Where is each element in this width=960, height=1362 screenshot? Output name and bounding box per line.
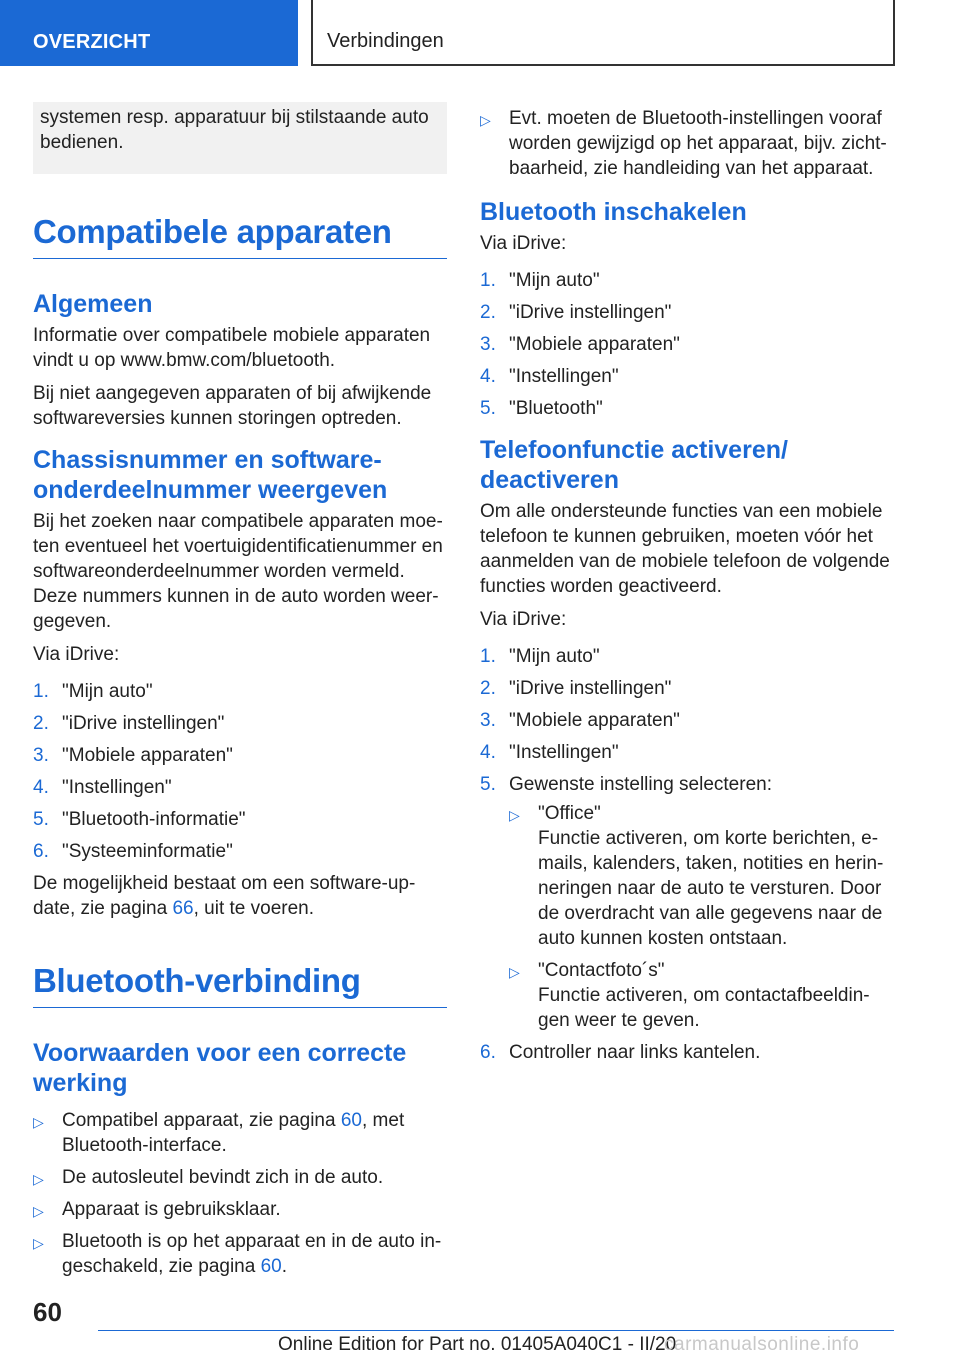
heading-telefoonfunctie: Telefoonfunctie activeren/ deactiveren <box>480 436 788 494</box>
right-column <box>480 102 894 1072</box>
list-item: ▷ "Office" Functie activeren, om korte berichten, e-mails, kalenders, taken, notities en herin-neringen naar de auto te versturen. Door de overdracht van alle gegevens naar de auto kunnen kosten ontstaan. <box>509 803 884 949</box>
list-item: ▷ "Contactfoto´s" Functie activeren, om contactafbeeldin-gen weer te geven. <box>509 960 870 1031</box>
page-link-60[interactable]: 60 <box>340 1110 362 1131</box>
list-item: 4. "Instellingen" <box>33 777 172 798</box>
via-idrive-label: Via iDrive: <box>480 233 567 254</box>
list-item: 3. "Mobiele apparaten" <box>480 334 680 355</box>
list-item: ▷ Bluetooth is op het apparaat en in de auto in-geschakeld, zie pagina 60. <box>33 1231 442 1277</box>
paragraph-telefoonfunctie: Om alle ondersteunde functies van een mobiele telefoon te kunnen gebruiken, moeten vóór het aanmelden van de mobiele telefoon de volgende functies worden geactiveerd. <box>480 501 890 597</box>
footer-edition: Online Edition for Part no. 01405A040C1 - II/20 <box>278 1334 677 1355</box>
heading-bluetooth-inschakelen: Bluetooth inschakelen <box>480 198 747 226</box>
section-title: Verbindingen <box>311 0 895 66</box>
bluetooth-settings-note <box>480 106 894 181</box>
heading-bluetooth-verbinding: Bluetooth-verbinding <box>33 961 447 1008</box>
heading-algemeen: Algemeen <box>33 290 153 318</box>
heading-voorwaarden: Voorwaarden voor een correcte werking <box>33 1039 407 1097</box>
triangle-right-icon: ▷ <box>33 1114 44 1130</box>
note-box <box>33 102 447 174</box>
note-text: systemen resp. apparatuur bij stilstaande auto bedienen. <box>40 107 429 153</box>
list-item: 5. "Bluetooth-informatie" <box>33 809 246 830</box>
list-item: 1. "Mijn auto" <box>33 681 153 702</box>
list-item: 5. "Bluetooth" <box>480 398 603 419</box>
list-item: ▷ Apparaat is gebruiksklaar. <box>33 1197 447 1222</box>
list-item: 1. "Mijn auto" <box>480 270 600 291</box>
heading-compatibele-apparaten: Compatibele apparaten <box>33 212 447 259</box>
steps-list-chassis <box>33 679 447 864</box>
list-item: 2. "iDrive instellingen" <box>480 678 672 699</box>
tab-overzicht[interactable]: OVERZICHT <box>0 0 298 66</box>
steps-list-bluetooth <box>480 268 894 421</box>
triangle-right-icon: ▷ <box>509 964 520 980</box>
list-item: 6. "Systeeminformatie" <box>33 841 233 862</box>
paragraph-algemeen-1: Informatie over compatibele mobiele apparaten vindt u op www.bmw.com/bluetooth. <box>33 325 431 371</box>
list-item: 4. "Instellingen" <box>480 742 619 763</box>
via-idrive-label: Via iDrive: <box>480 609 567 630</box>
list-item: 3. "Mobiele apparaten" <box>480 710 680 731</box>
page-header <box>0 0 960 66</box>
list-item: ▷ De autosleutel bevindt zich in de auto. <box>33 1165 447 1190</box>
settings-sublist <box>509 801 894 1033</box>
list-item: 2. "iDrive instellingen" <box>480 302 672 323</box>
triangle-right-icon: ▷ <box>33 1235 44 1251</box>
requirements-list <box>33 1108 447 1279</box>
page-number: 60 <box>33 1297 62 1327</box>
list-item: 1. "Mijn auto" <box>480 646 600 667</box>
paragraph-algemeen-2: Bij niet aangegeven apparaten of bij afwijkende softwareversies kunnen storingen optreden. <box>33 383 432 429</box>
page-link-66[interactable]: 66 <box>172 898 194 919</box>
list-item: ▷ Evt. moeten de Bluetooth-instellingen vooraf worden gewijzigd op het apparaat, bijv. zicht-baarheid, zie handleiding van het apparaat. <box>480 108 887 179</box>
list-item: 3. "Mobiele apparaten" <box>33 745 233 766</box>
list-item: 5. Gewenste instelling selecteren: ▷ "Office" Functie activeren, om korte berichten, e-mails, kalenders, taken, notities en herin-neringen naar de auto te versturen. Door de overdracht van alle gegevens naar de auto kunnen kosten ontstaan. ▷ "Contactfoto´s" Functie activeren, om contactafbeeldin-gen weer te geven. <box>480 772 894 1033</box>
via-idrive-label: Via iDrive: <box>33 644 120 665</box>
page-link-60[interactable]: 60 <box>260 1256 282 1277</box>
list-item: 2. "iDrive instellingen" <box>33 713 225 734</box>
list-item: 4. "Instellingen" <box>480 366 619 387</box>
paragraph-chassisnummer: Bij het zoeken naar compatibele apparaten moe-ten eventueel het voertuigidentificatienummer en softwareonderdeelnummer worden vermeld. Deze nummers kunnen in de auto worden weer-gegeven. <box>33 511 443 632</box>
steps-list-telefoon <box>480 644 894 1065</box>
list-item: ▷ Compatibel apparaat, zie pagina 60, met Bluetooth-interface. <box>33 1110 405 1156</box>
triangle-right-icon: ▷ <box>480 112 491 128</box>
watermark: carmanualsonline.info <box>664 1334 860 1355</box>
paragraph-software-update: De mogelijkheid bestaat om een software-up-date, zie pagina 66, uit te voeren. <box>33 873 416 919</box>
left-column <box>33 102 447 1286</box>
footer-divider <box>98 1330 894 1331</box>
heading-chassisnummer: Chassisnummer en software-onderdeelnummer weergeven <box>33 446 388 504</box>
triangle-right-icon: ▷ <box>509 807 520 823</box>
triangle-right-icon: ▷ <box>33 1171 44 1187</box>
triangle-right-icon: ▷ <box>33 1203 44 1219</box>
list-item: 6. Controller naar links kantelen. <box>480 1042 761 1063</box>
